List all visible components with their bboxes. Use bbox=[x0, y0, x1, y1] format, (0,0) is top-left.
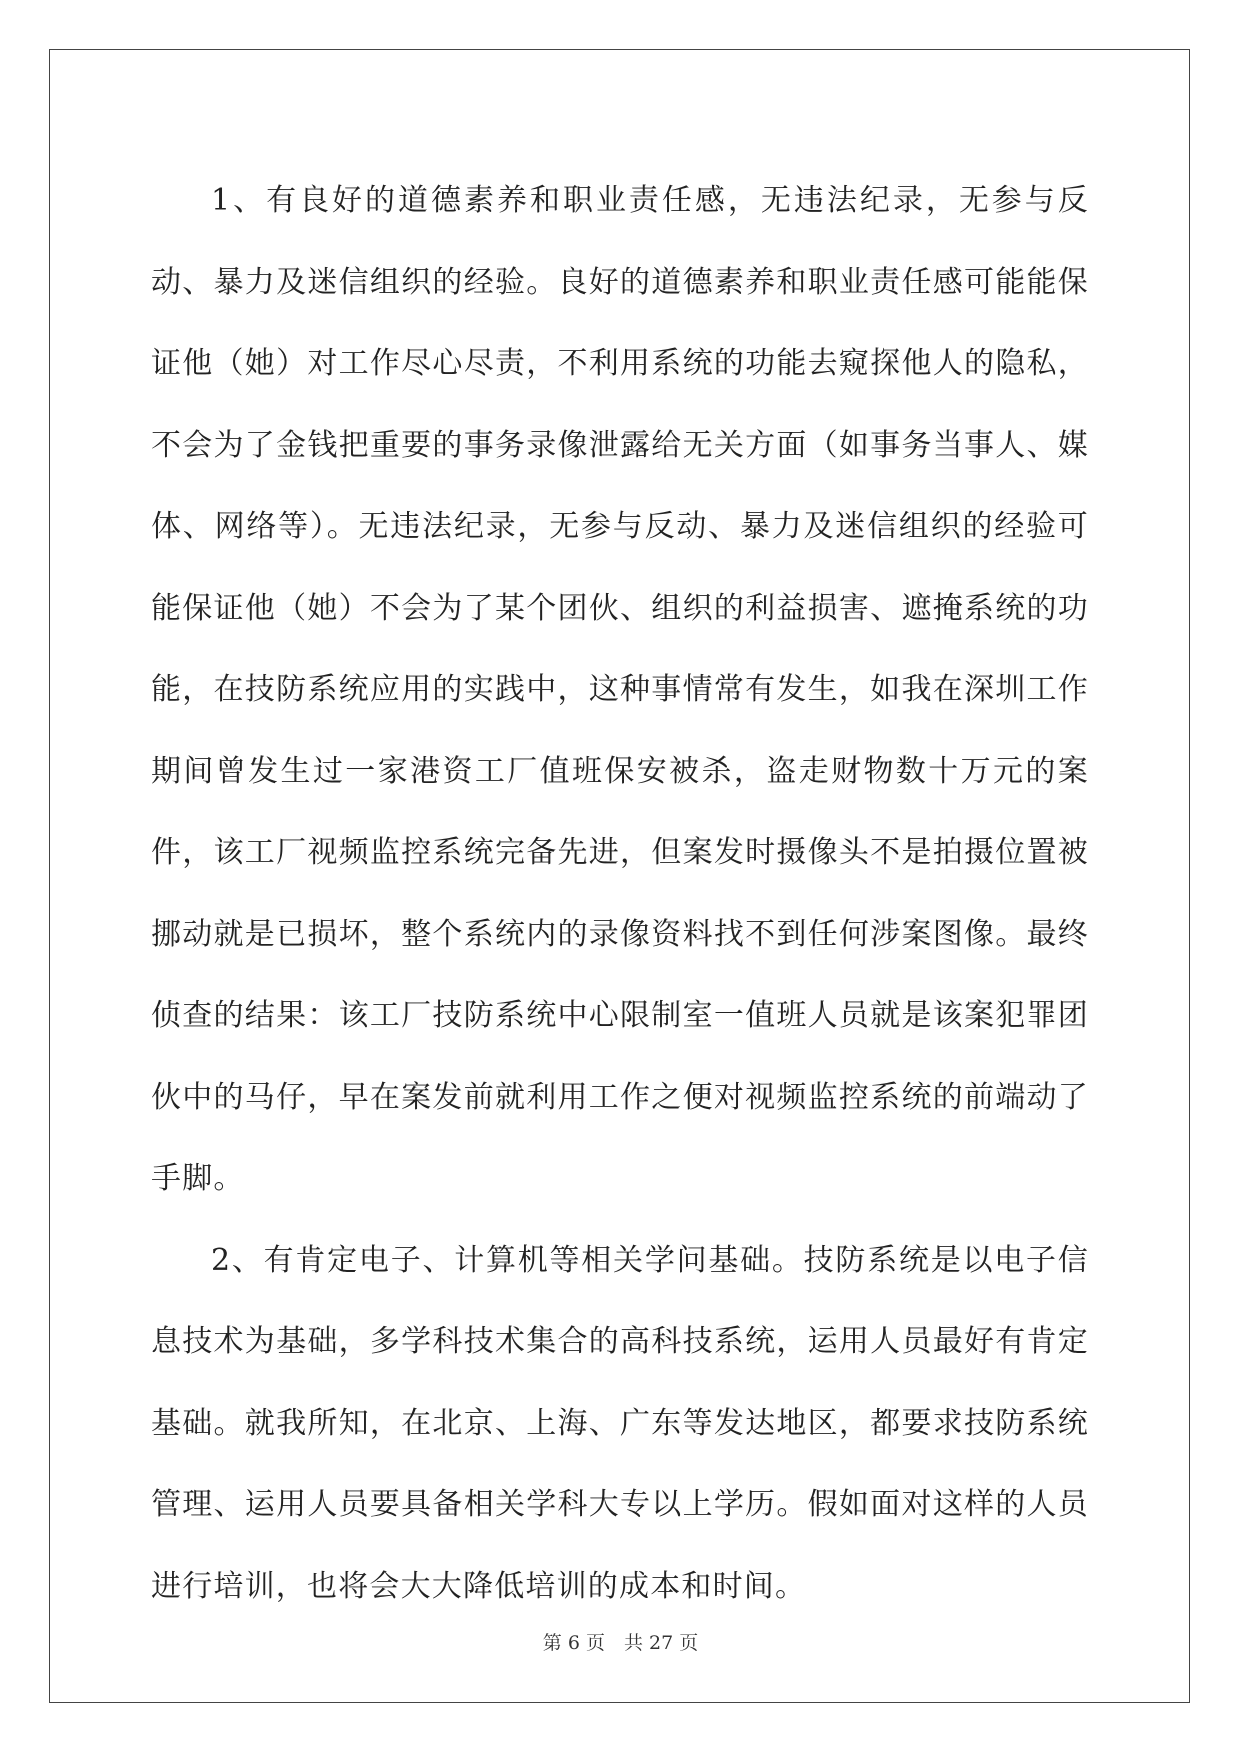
page-number-footer: 第 6 页 共 27 页 bbox=[542, 1632, 699, 1654]
paragraph-1: 1、有良好的道德素养和职业责任感，无违法纪录，无参与反动、暴力及迷信组织的经验。良好的道德素养和职业责任感可能能保证他（她）对工作尽心尽责，不利用系统的功能去窥探他人的隐私，不会为了金钱把重要的事务录像泄露给无关方面（如事务当事人、媒体、网络等）。无违法纪录，无参与反动、暴力及迷信组织的经验可能保证他（她）不会为了某个团伙、组织的利益损害、遮掩系统的功能，在技防系统应用的实践中，这种事情常有发生，如我在深圳工作期间曾发生过一家港资工厂值班保安被杀，盗走财物数十万元的案件，该工厂视频监控系统完备先进，但案发时摄像头不是拍摄位置被挪动就是已损坏，整个系统内的录像资料找不到任何涉案图像。最终侦查的结果：该工厂技防系统中心限制室一值班人员就是该案犯罪团伙中的马仔，早在案发前就利用工作之便对视频监控系统的前端动了手脚。 bbox=[151, 183, 1089, 1196]
document-body bbox=[151, 160, 1089, 1627]
paragraph-2: 2、有肯定电子、计算机等相关学问基础。技防系统是以电子信息技术为基础，多学科技术集合的高科技系统，运用人员最好有肯定基础。就我所知，在北京、上海、广东等发达地区，都要求技防系统管理、运用人员要具备相关学科大专以上学历。假如面对这样的人员进行培训，也将会大大降低培训的成本和时间。 bbox=[151, 1242, 1089, 1604]
